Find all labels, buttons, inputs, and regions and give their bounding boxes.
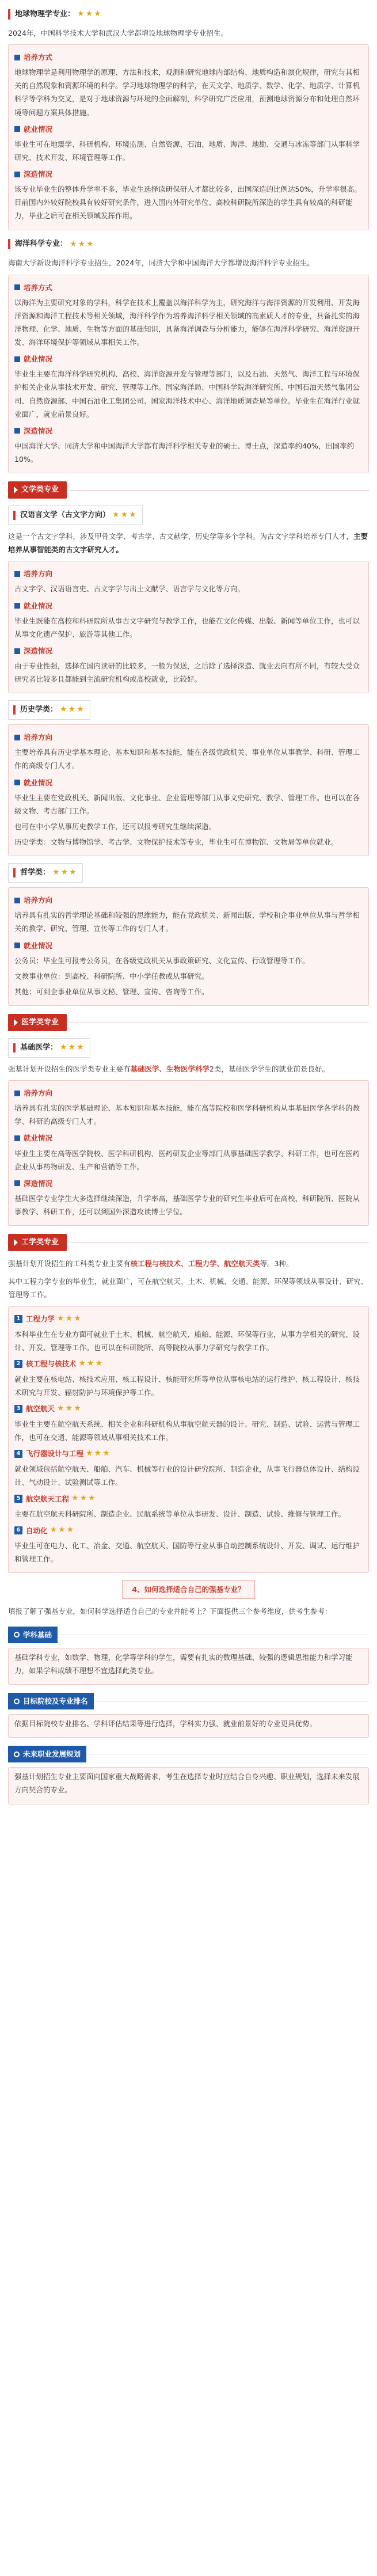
- card-text: 就业领域包括航空航天、船舶、汽车、机械等行业的设计研究院所、制造企业，从事飞行器总体设计、结构设计、气动设计、试验测试等工作。: [14, 1464, 360, 1487]
- info-card: [8, 1080, 369, 1226]
- category-band: [8, 481, 369, 499]
- factor-card: [8, 1767, 369, 1804]
- card-text: 主要在航空航天科研院所、制造企业、民航系统等单位从事研发、设计、制造、试验、维修与管理工作。: [14, 1510, 346, 1519]
- card-subheading: [14, 939, 363, 952]
- card-subheading: [14, 1177, 363, 1190]
- category-band: [8, 1234, 369, 1251]
- card-text: 毕业生既能在高校和科研院所从事古文字研究与教学工作，也能在文化传媒、出版、新闻等单位工作，也可以从事文化遗产保护、旅游等其他工作。: [14, 616, 360, 639]
- star-rating: ★★★: [71, 1494, 97, 1503]
- subheading-label: 深造情况: [24, 646, 53, 655]
- band-line: [69, 490, 369, 491]
- card-subheading: [14, 1131, 363, 1145]
- factor-title-box: [8, 1693, 94, 1709]
- factor-title: 未来职业发展规划: [23, 1750, 81, 1759]
- heading-title: 历史学类：: [20, 705, 58, 715]
- subheading-label: 培养方向: [24, 1089, 53, 1098]
- star-rating: ★★★: [77, 9, 102, 18]
- star-rating: ★★★: [78, 1358, 104, 1368]
- item-label: 飞行器设计与工程: [26, 1449, 84, 1458]
- circle-icon: [14, 1632, 20, 1637]
- subheading-label: 就业情况: [24, 1134, 53, 1143]
- square-icon: [14, 428, 20, 434]
- card-text: 主要培养具有历史学基本理论、基本知识和基本技能，能在各级党政机关、事业单位从事教学、科研、管理工作的高级专门人才。: [14, 748, 360, 770]
- star-rating: ★★★: [60, 705, 85, 715]
- card-subheading: [14, 1086, 363, 1100]
- number-badge: 2: [14, 1360, 22, 1368]
- section-heading: [8, 1038, 90, 1058]
- item-label: 航空航天工程: [26, 1494, 70, 1503]
- card-text: 公务员：毕业生可报考公务员，在各级党政机关从事政策研究、文化宣传、行政管理等工作。: [14, 956, 310, 965]
- heading-title: 哲学类：: [20, 868, 51, 877]
- section-heading: [8, 7, 369, 22]
- intro-text: 2024年，中国科学技术大学和武汉大学都增设地球物理学专业招生。: [8, 28, 228, 37]
- square-icon: [14, 898, 20, 903]
- card-text: 毕业生主要在海洋科学研究机构、高校、海洋资源开发与管理等部门，以及石油、天然气、海洋工程与环境保护相关企业从事技术开发、研究、管理等工作。国家海洋局、中国科学院海洋研究所、中国石油天然气集团公司、自然资源部、中国石油化工集团公司、国家海洋技术中心、海洋地质调查局等单位。毕业生在海洋行业就业面广，就业前景良好。: [14, 370, 360, 419]
- subheading-label: 培养方式: [24, 283, 53, 292]
- star-rating: ★★★: [60, 1043, 85, 1053]
- factor-heading: [8, 1693, 369, 1709]
- star-rating: ★★★: [70, 239, 95, 249]
- card-text: 其他：可到企事业单位从事文秘、管理、宣传、咨询等工作。: [14, 987, 209, 996]
- card-subheading: [14, 281, 363, 294]
- info-card: [8, 887, 369, 1006]
- category-band: [8, 1014, 369, 1031]
- square-icon: [14, 172, 20, 177]
- star-rating: ★★★: [112, 510, 138, 520]
- number-badge: 1: [14, 1315, 22, 1323]
- card-text: 历史学类：文物与博物馆学、考古学、文物保护技术等专业，毕业生可在博物馆、文物局等单位就业。: [14, 838, 338, 847]
- heading-bar: [13, 868, 16, 877]
- heading-bar: [13, 511, 16, 520]
- item-label: 核工程与核技术: [26, 1359, 77, 1369]
- card-text: 基础学科专业，如数学、物理、化学等学科的学生，需要有扎实的数理基础、较强的逻辑思维能力和学习能力，如果学科成绩不理想不宜选择此类专业。: [14, 1652, 353, 1675]
- square-icon: [14, 1180, 20, 1186]
- card-text: 由于专业性强，选择在国内读研的比较多，一般为保送，之后除了选择深造、就业去向有所不同，有较大受众研究者比较多且都能到主流研究机构或高校就业，比较好。: [14, 662, 360, 684]
- subheading-label: 培养方式: [24, 53, 53, 62]
- factor-heading: [8, 1746, 369, 1762]
- info-card: [8, 44, 369, 230]
- star-rating: ★★★: [86, 1449, 111, 1458]
- card-subheading: [14, 567, 363, 580]
- section-heading: [8, 700, 90, 720]
- numbered-subheading: [14, 1312, 363, 1327]
- subheading-label: 就业情况: [24, 778, 53, 787]
- square-icon: [14, 126, 20, 132]
- star-rating: ★★★: [49, 1525, 75, 1535]
- card-text: 文教事业单位：到高校、科研院所、中小学任教或从事研究。: [14, 971, 209, 981]
- card-subheading: [14, 599, 363, 613]
- heading-title: 地球物理学专业：: [15, 9, 75, 18]
- category-title: 文学类专业: [8, 481, 67, 499]
- card-text: 以海洋为主要研究对象的学科，科学在技术上覆盖以海洋科学为主，研究海洋与海洋资源的开发利用、开发海洋资源和海洋工程技术等相关领域，海洋科学作为培养海洋科学相关领域的高素质人才的专业，具备扎实的海洋物理、化学、地质、生物等方面的基础知识，具备海洋调查与分析能力，能够在海洋科学研究、海洋资源开发、海洋环境保护等领域从事相关工作。: [14, 298, 360, 347]
- intro-part: 等。3种。: [260, 1259, 294, 1268]
- numbered-subheading: [14, 1446, 363, 1461]
- factor-heading: [8, 1627, 369, 1643]
- circle-icon: [14, 1751, 20, 1757]
- card-text: 毕业生主要在党政机关、新闻出版、文化事业、企业管理等部门从事文史研究、教学、管理工作。也可以在各级文物、考古部门工作。: [14, 793, 360, 815]
- heading-bar: [13, 705, 16, 715]
- card-text: 中国海洋大学、同济大学和中国海洋大学都有海洋科学相关专业的硕士、博士点，深造率约40%，出国率约10%。: [14, 441, 355, 464]
- square-icon: [14, 648, 20, 654]
- subheading-label: 培养方向: [24, 896, 53, 905]
- intro-emphasis: 核工程与核技术、工程力学、航空航天类: [130, 1259, 260, 1268]
- subheading-label: 深造情况: [24, 426, 53, 435]
- card-text: 基础医学专业学生大多选择继续深造，升学率高，基础医学专业的研究生毕业后可在高校、科研院所、医院从事教学、科研工作，还可以到国外深造攻读博士学位。: [14, 1194, 360, 1217]
- card-subheading: [14, 168, 363, 181]
- info-card: [8, 561, 369, 693]
- card-text: 本科毕业生在专业方面可就业于土木、机械、航空航天、船舶、能源、环保等行业，从事力学相关的研究、设计、开发、管理等工作。也可以在科研院所、高等院校从事力学研究与教学工作。: [14, 1329, 360, 1352]
- intro-text: 填报了解了强基专业，如何科学选择适合自己的专业并能考上？下面提供三个参考维度，供考生参考：: [8, 1607, 332, 1616]
- heading-title: 汉语言文学（古文字方向）: [20, 511, 111, 520]
- section-heading: [8, 863, 83, 883]
- subheading-label: 就业情况: [24, 941, 53, 950]
- circle-icon: [14, 1699, 20, 1704]
- factor-title-box: [8, 1746, 86, 1762]
- factor-card: [8, 1648, 369, 1685]
- square-icon: [14, 943, 20, 948]
- heading-title: 基础医学：: [20, 1043, 58, 1052]
- subheading-label: 培养方向: [24, 733, 53, 742]
- intro-emphasis: 主要培养从事智能类的古文字研究人才。: [8, 532, 368, 554]
- card-text: 培养具有扎实的医学基础理论、基本知识和基本技能，能在高等院校和医学科研机构从事基础医学各学科的教学、科研的高级专门人才。: [14, 1104, 360, 1126]
- subheading-label: 培养方向: [24, 569, 53, 579]
- card-text: 毕业生主要在高等医学院校、医学科研机构、医药研发企业等部门从事基础医学教学、科研工作，也可在医药企业从事药物研发、生产和营销等工作。: [14, 1149, 360, 1171]
- star-rating: ★★★: [57, 1313, 82, 1323]
- number-badge: 5: [14, 1495, 22, 1503]
- card-subheading: [14, 894, 363, 907]
- number-badge: 4: [14, 1450, 22, 1458]
- star-rating: ★★★: [57, 1403, 82, 1413]
- section-heading: [8, 506, 143, 525]
- number-badge: 3: [14, 1405, 22, 1413]
- numbered-subheading: [14, 1357, 363, 1371]
- info-card: [8, 724, 369, 856]
- info-card: [8, 275, 369, 474]
- card-text: 也可在中小学从事历史教学工作，还可以报考研究生继续深造。: [14, 822, 216, 831]
- subheading-label: 深造情况: [24, 1179, 53, 1188]
- factor-card: [8, 1714, 369, 1738]
- intro-text: 其中工程力学专业的毕业生，就业面广，可在航空航天、土木、机械、交通、能源、环保等领域从事设计、研究、管理等工作。: [8, 1277, 368, 1300]
- item-label: 航空航天: [26, 1404, 55, 1414]
- factor-title: 目标院校及专业排名: [23, 1696, 88, 1705]
- square-icon: [14, 356, 20, 362]
- card-subheading: [14, 644, 363, 658]
- card-text: 毕业生可在地震学、科研机构、环境监测、自然资源、石油、地质、海洋、地勘、交通与冰冻等部门从事科学研究、技术开发、环境管理等工作。: [14, 139, 360, 162]
- question-box: [8, 1580, 369, 1599]
- heading-bar: [8, 9, 10, 20]
- factor-title-box: [8, 1627, 58, 1643]
- intro-part: 强基计划开设招生的工科类专业主要有: [8, 1259, 131, 1268]
- numbered-subheading: [14, 1401, 363, 1416]
- card-text: 培养具有扎实的哲学理论基础和较强的思维能力，能在党政机关、新闻出版、学校和企事业单位从事与哲学相关的教学、研究、管理、宣传等工作的专门人才。: [14, 911, 360, 933]
- item-label: 工程力学: [26, 1314, 55, 1323]
- card-subheading: [14, 424, 363, 438]
- category-title: 医学类专业: [8, 1014, 67, 1031]
- heading-bar: [13, 1043, 16, 1053]
- numbered-subheading: [14, 1491, 363, 1506]
- card-subheading: [14, 51, 363, 64]
- intro-emphasis: 基础医学、生物医学科学: [130, 1064, 210, 1073]
- subheading-label: 深造情况: [24, 170, 53, 179]
- card-subheading: [14, 776, 363, 789]
- star-rating: ★★★: [52, 868, 78, 877]
- square-icon: [14, 284, 20, 290]
- card-text: 地球物理学是利用物理学的原理、方法和技术，观测和研究地球内部结构、地质构造和演化规律，研究与其相关的自然现象和资源环境的科学。学习地球物理学的科学，在天文学、地质学、数学、化学、地质学、计算机科学等学科为交叉，是对于地球资源与环境的全面解剖，科学研究广泛应用，预测地球资源分布和处理自然环境等问题方案具体措施。: [14, 68, 360, 117]
- card-subheading: [14, 123, 363, 136]
- intro-text: [8, 1062, 369, 1076]
- square-icon: [14, 1091, 20, 1096]
- card-text: 该专业毕业生的整体升学率不多，毕业生选择读研保研人才都比较多，出国深造的比例达50%，升学率很高。目前国内外较好院校具有较好研究条件，进入国内外研究单位、高校科研院所深造的学生具有较高的科研能力，毕业之后可在相关领域发挥作用。: [14, 185, 361, 221]
- card-subheading: [14, 731, 363, 744]
- intro-part: 2类，基础医学学生的就业前景良好。: [210, 1064, 329, 1073]
- heading-bar: [8, 239, 10, 249]
- item-label: 自动化: [26, 1526, 48, 1535]
- numbered-subheading: [14, 1523, 363, 1538]
- square-icon: [14, 571, 20, 577]
- intro-text: [8, 1257, 369, 1270]
- intro-part: 这是一个古文字学科，涉及甲骨文学、考古学、古文献学、历史学等多个学科。为古文字学科培养专门人才，: [8, 532, 354, 541]
- card-text: 依据目标院校专业排名、学科评估结果等进行选择，学科实力强、就业前景好的专业更具优势。: [14, 1719, 317, 1728]
- square-icon: [14, 55, 20, 60]
- intro-text: [8, 530, 369, 556]
- square-icon: [14, 1135, 20, 1141]
- card-text: 强基计划招生专业主要面向国家重大战略需求，考生在选择专业时应结合自身兴趣、职业规划，选择未来发展方向契合的专业。: [14, 1772, 360, 1795]
- card-text: 毕业生主要在航空航天系统、相关企业和科研机构从事航空航天器的设计、研究、制造、试验、运营与管理工作，也可在交通、能源等领域从事相关技术工作。: [14, 1419, 360, 1442]
- square-icon: [14, 780, 20, 785]
- factor-title: 学科基础: [23, 1630, 52, 1639]
- engineering-card: [8, 1306, 369, 1574]
- square-icon: [14, 735, 20, 740]
- subheading-label: 就业情况: [24, 601, 53, 610]
- card-text: 就业主要在核电站、核技术应用、核工程设计、核能研究所等单位从事核电站的运行维护、核工程设计、核技术研究与开发、辐射防护与环境保护等工作。: [14, 1374, 360, 1397]
- square-icon: [14, 603, 20, 609]
- intro-part: 强基计划开设招生的医学类专业主要有: [8, 1064, 131, 1073]
- subheading-label: 就业情况: [24, 124, 53, 134]
- intro-text: 海南大学新设海洋科学专业招生，2024年，同济大学和中国海洋大学都增设海洋科学专业招生。: [8, 259, 314, 268]
- subheading-label: 就业情况: [24, 355, 53, 364]
- section-heading: [8, 237, 369, 252]
- card-subheading: [14, 352, 363, 366]
- number-badge: 6: [14, 1526, 22, 1534]
- card-text: 古文字学、汉语语言史、古文字学与出土文献学、语言学与文化等方向。: [14, 584, 245, 594]
- question-title: 4、如何选择适合自己的强基专业？: [122, 1580, 254, 1599]
- category-title: 工学类专业: [8, 1234, 67, 1251]
- card-text: 毕业生可在电力、化工、冶金、交通、航空航天、国防等行业从事自动控制系统设计、开发、调试、运行维护和管理工作。: [14, 1541, 360, 1564]
- heading-title: 海洋科学专业：: [15, 240, 68, 249]
